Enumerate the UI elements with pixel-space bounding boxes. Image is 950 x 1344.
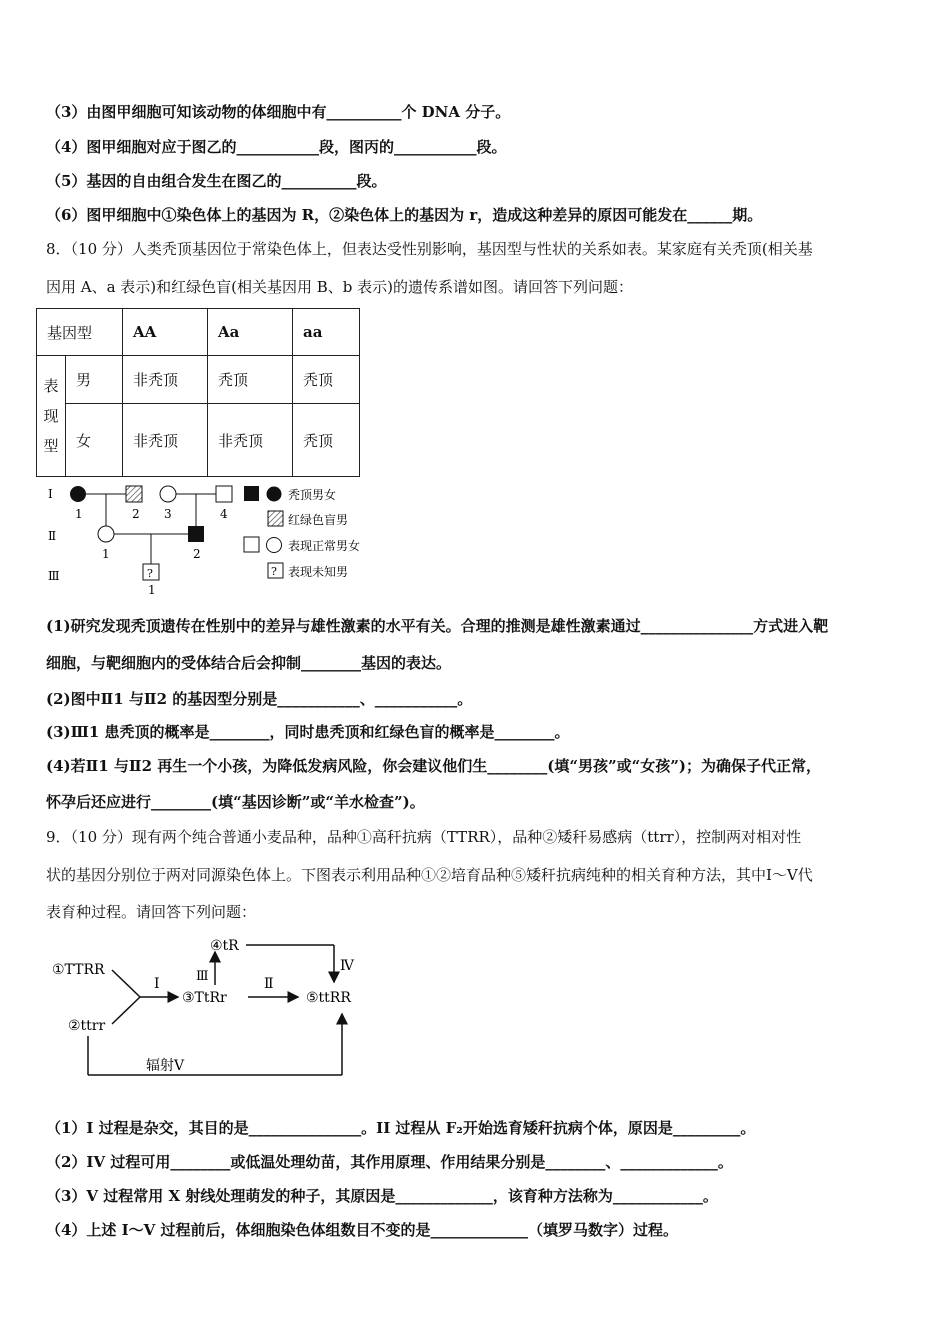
label-process-3: Ⅲ (196, 969, 209, 984)
q8-question-1b: 细胞，与靶细胞内的受体结合后会抑制________基因的表达。 (46, 654, 452, 672)
phenotype-label (37, 356, 66, 477)
gen1-num-4: 4 (220, 507, 228, 521)
q7-part5: （5）基因的自由组合发生在图乙的__________段。 (46, 172, 387, 190)
male-aa: 秃顶 (293, 356, 360, 404)
q9-stem-line1: 9．（10 分）现有两个纯合普通小麦品种，品种①高秆抗病（TTRR），品种②矮秆易感病（ttrr），控制两对相对性 (46, 828, 802, 846)
label-process-5: 辐射Ⅴ (146, 1058, 185, 1074)
q9-stem-line2: 状的基因分别位于两对同源染色体上。下图表示利用品种①②培育品种⑤矮秆抗病纯种的相关育种方法，其中Ⅰ～Ⅴ代 (46, 866, 813, 884)
gen1-num-1: 1 (75, 507, 83, 521)
q7-part3: （3）由图甲细胞可知该动物的体细胞中有__________个 DNA 分子。 (46, 103, 511, 121)
q7-part6: （6）图甲细胞中①染色体上的基因为 R，②染色体上的基因为 r，造成这种差异的原因可能发在______期。 (46, 206, 763, 224)
q8-stem-text: 8．（10 分）人类秃顶基因位于常染色体上，但表达受性别影响，基因型与性状的关系如表。某家庭有关秃顶(相关基 (46, 240, 813, 258)
gen2-num-2: 2 (193, 547, 201, 561)
label-process-2: Ⅱ (264, 976, 274, 992)
male-label: 男 (66, 356, 123, 404)
gen1-individual-1 (70, 486, 86, 502)
table-header-genotype: 基因型 (37, 309, 123, 356)
phenotype-char-2: 现 (43, 407, 59, 425)
node-ttrr-parent1: ①TTRR (52, 962, 105, 978)
gen1-num-2: 2 (132, 507, 140, 521)
q7-part4: （4）图甲细胞对应于图乙的___________段，图丙的___________段。 (46, 138, 507, 156)
gen3-num-1: 1 (148, 583, 156, 597)
q9-question-3: （3）V 过程常用 X 射线处理萌发的种子，其原因是_____________，该育种方法称为____________。 (46, 1187, 718, 1205)
node-ttrr-target: ⑤ttRR (306, 990, 351, 1006)
breeding-diagram (50, 930, 380, 1085)
gen1-individual-3 (160, 486, 176, 502)
q9-stem-line3: 表育种过程。请回答下列问题： (46, 903, 257, 921)
legend-unknown-mark: ? (271, 565, 277, 578)
female-Aa: 非秃顶 (208, 404, 293, 477)
table-header-aa: aa (293, 309, 360, 356)
legend-colorblind-symbol (268, 511, 283, 526)
q8-stem-line1 (46, 239, 813, 259)
gen-label-2: Ⅱ (48, 529, 57, 543)
q8-question-4b: 怀孕后还应进行________(填“基因诊断”或“羊水检查”)。 (46, 793, 425, 811)
gen1-individual-2 (126, 486, 142, 502)
legend-affected-female-symbol (267, 487, 282, 502)
phenotype-char-1: 表 (43, 377, 59, 395)
cross-line-top (112, 970, 140, 997)
legend-normal: 表现正常男女 (288, 539, 361, 553)
q9-question-4: （4）上述 I～V 过程前后，体细胞染色体组数目不变的是_____________（填罗马数字）过程。 (46, 1221, 679, 1239)
gen-label-3: Ⅲ (48, 569, 60, 583)
q8-question-2: (2)图中Ⅱ1 与Ⅱ2 的基因型分别是___________、___________。 (46, 690, 473, 708)
legend-normal-male-symbol (244, 537, 259, 552)
gen2-individual-1 (98, 526, 114, 542)
legend-bald: 秃顶男女 (288, 488, 337, 502)
node-ttrr-parent2: ②ttrr (68, 1018, 106, 1034)
gen2-num-1: 1 (102, 547, 110, 561)
gen3-unknown-mark: ? (147, 567, 153, 580)
male-Aa: 秃顶 (208, 356, 293, 404)
phenotype-char-3: 型 (43, 437, 59, 455)
gen1-num-3: 3 (164, 507, 172, 521)
gen2-individual-2 (188, 526, 204, 542)
gen1-individual-4 (216, 486, 232, 502)
gen-label-1: Ⅰ (48, 487, 53, 501)
legend-normal-female-symbol (267, 538, 282, 553)
q8-question-4a: (4)若Ⅱ1 与Ⅱ2 再生一个小孩，为降低发病风险，你会建议他们生________(填“男孩”或“女孩”)；为确保子代正常， (46, 757, 821, 775)
female-aa: 秃顶 (293, 404, 360, 477)
q8-stem-line2: 因用 A、a 表示)和红绿色盲(相关基因用 B、b 表示)的遗传系谱如图。请回答下列问题： (46, 278, 634, 296)
cross-line-bottom (112, 997, 140, 1024)
q8-question-3: (3)Ⅲ1 患秃顶的概率是________，同时患秃顶和红绿色盲的概率是________。 (46, 723, 570, 741)
male-AA: 非秃顶 (123, 356, 208, 404)
q8-question-1a: (1)研究发现秃顶遗传在性别中的差异与雄性激素的水平有关。合理的推测是雄性激素通过_______________方式进入靶 (46, 617, 829, 635)
female-label: 女 (66, 404, 123, 477)
table-header-Aa: Aa (208, 309, 293, 356)
node-ttrr-f1: ③TtRr (182, 990, 227, 1006)
genotype-phenotype-table (36, 308, 360, 477)
legend-colorblind: 红绿色盲男 (288, 513, 349, 527)
label-process-1: Ⅰ (154, 976, 160, 992)
legend-unknown: 表现未知男 (288, 565, 349, 579)
table-header-AA: AA (123, 309, 208, 356)
q9-question-1: （1）I 过程是杂交，其目的是_______________。II 过程从 F₂开始选育矮秆抗病个体，原因是_________。 (46, 1119, 756, 1137)
legend-affected-male-symbol (244, 486, 259, 501)
label-process-4: Ⅳ (340, 958, 354, 974)
q9-question-2: （2）IV 过程可用________或低温处理幼苗，其作用原理、作用结果分别是________、_____________。 (46, 1153, 733, 1171)
pedigree-chart (40, 480, 400, 600)
female-AA: 非秃顶 (123, 404, 208, 477)
node-tr-pollen: ④tR (210, 938, 239, 954)
